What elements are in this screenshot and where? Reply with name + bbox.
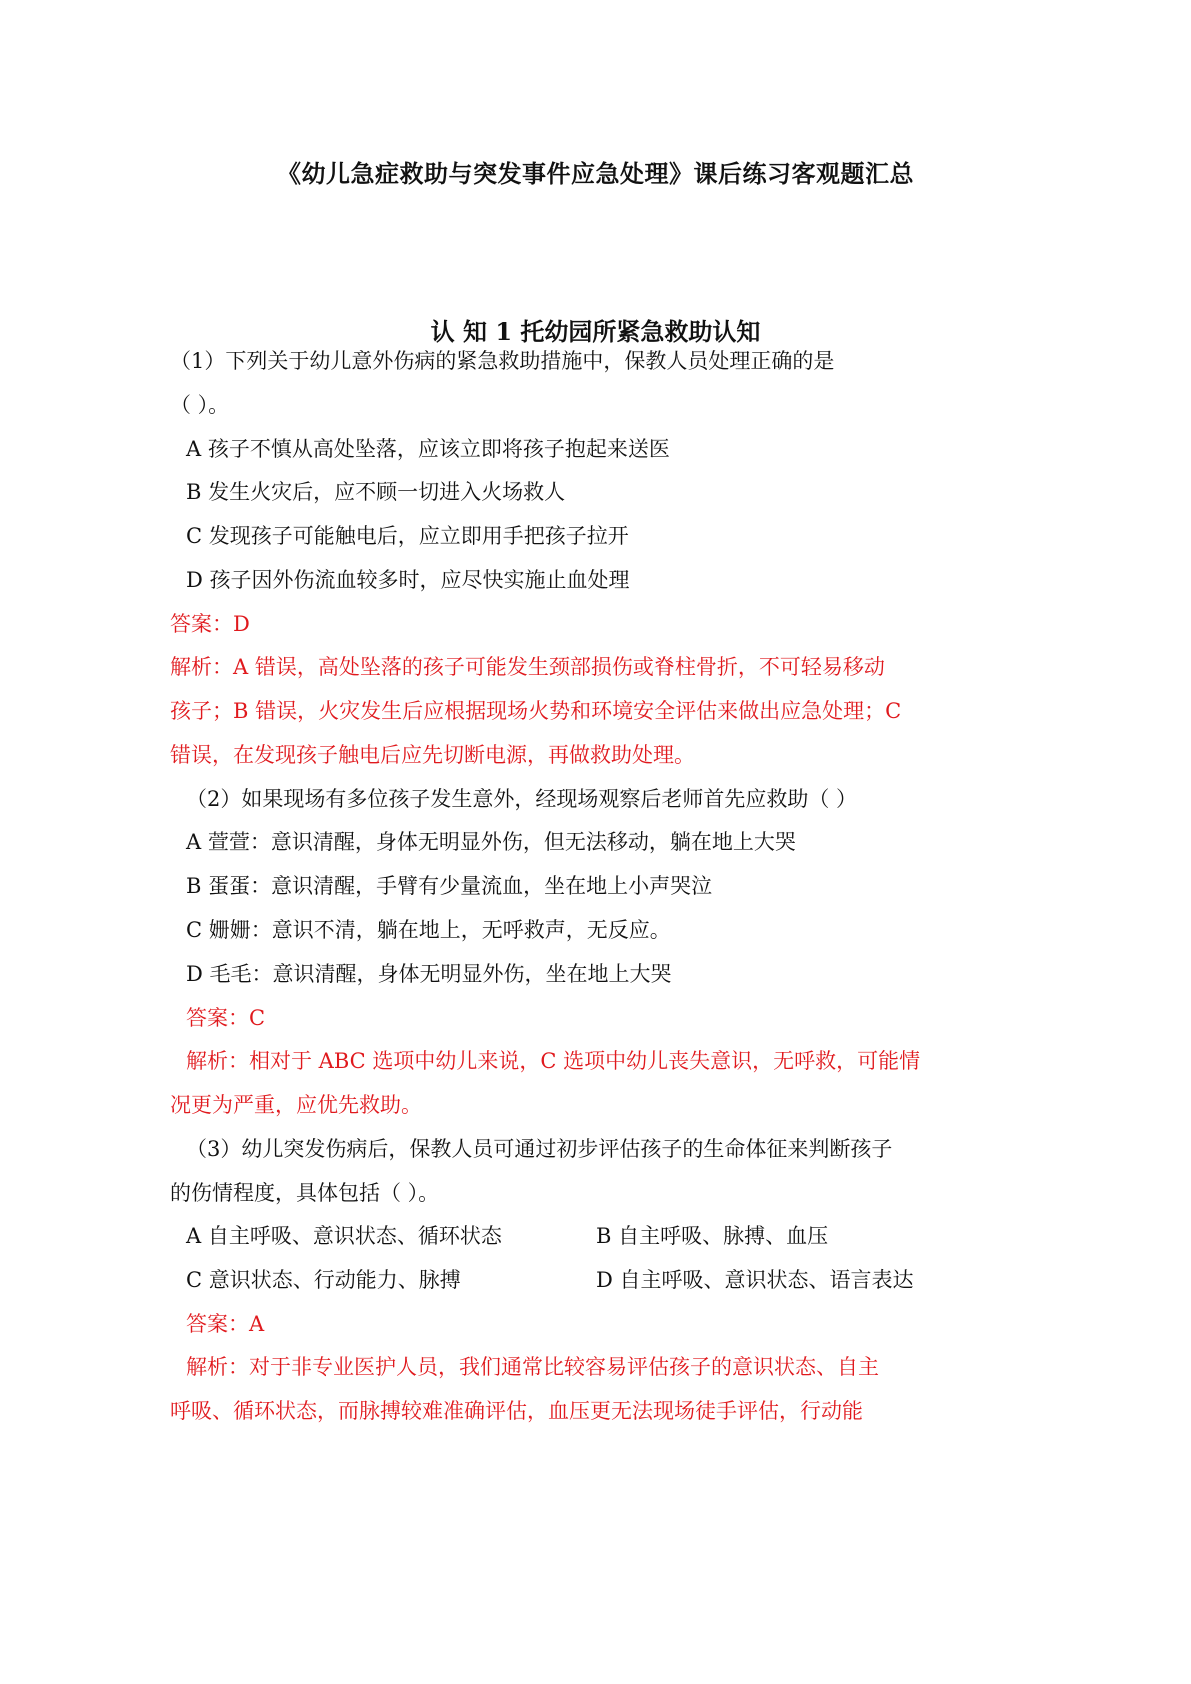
question-2-option-b: B 蛋蛋：意识清醒，手臂有少量流血，坐在地上小声哭泣	[186, 874, 713, 898]
question-1-option-a: A 孩子不慎从高处坠落，应该立即将孩子抱起来送医	[186, 437, 670, 461]
question-2-stem-line-1: （2）如果现场有多位孩子发生意外，经现场观察后老师首先应救助（ ）	[186, 787, 858, 811]
question-3-option-b: B 自主呼吸、脉搏、血压	[596, 1224, 829, 1248]
question-1-option-b: B 发生火灾后，应不顾一切进入火场救人	[186, 480, 566, 504]
question-1-stem-line-1: （1）下列关于幼儿意外伤病的紧急救助措施中，保教人员处理正确的是	[170, 349, 835, 373]
question-3-analysis-line-1: 解析：对于非专业医护人员，我们通常比较容易评估孩子的意识状态、自主	[186, 1355, 879, 1379]
question-3-stem-line-2: 的伤情程度，具体包括（ ）。	[170, 1181, 440, 1205]
question-1-analysis-line-1: 解析：A 错误，高处坠落的孩子可能发生颈部损伤或脊柱骨折，不可轻易移动	[170, 655, 885, 679]
section-heading: 认 知 1 托幼园所紧急救助认知	[430, 317, 761, 346]
question-2-option-c: C 姗姗：意识不清，躺在地上，无呼救声，无反应。	[186, 918, 671, 942]
question-1-stem-line-2: （ ）。	[170, 393, 230, 417]
question-3-analysis-line-2: 呼吸、循环状态，而脉搏较难准确评估，血压更无法现场徒手评估，行动能	[170, 1399, 863, 1423]
question-1-option-d: D 孩子因外伤流血较多时，应尽快实施止血处理	[186, 568, 630, 592]
question-3-answer: 答案：A	[186, 1312, 265, 1336]
question-1-analysis-line-3: 错误，在发现孩子触电后应先切断电源，再做救助处理。	[170, 743, 695, 767]
question-1-analysis-line-2: 孩子；B 错误，火灾发生后应根据现场火势和环境安全评估来做出应急处理；C	[170, 699, 902, 723]
question-3-option-a: A 自主呼吸、意识状态、循环状态	[186, 1224, 502, 1248]
question-2-option-d: D 毛毛：意识清醒，身体无明显外伤，坐在地上大哭	[186, 962, 672, 986]
document-title: 《幼儿急症救助与突发事件应急处理》课后练习客观题汇总	[277, 159, 914, 188]
question-3-stem-line-1: （3）幼儿突发伤病后，保教人员可通过初步评估孩子的生命体征来判断孩子	[186, 1137, 893, 1161]
question-2-option-a: A 萱萱：意识清醒，身体无明显外伤，但无法移动，躺在地上大哭	[186, 830, 796, 854]
question-1-option-c: C 发现孩子可能触电后，应立即用手把孩子拉开	[186, 524, 629, 548]
question-3-option-d: D 自主呼吸、意识状态、语言表达	[596, 1268, 914, 1292]
question-1-answer: 答案：D	[170, 612, 250, 636]
question-3-option-c: C 意识状态、行动能力、脉搏	[186, 1268, 461, 1292]
question-2-analysis-line-2: 况更为严重，应优先救助。	[170, 1093, 422, 1117]
question-2-analysis-line-1: 解析：相对于 ABC 选项中幼儿来说，C 选项中幼儿丧失意识，无呼救，可能情	[186, 1049, 921, 1073]
question-2-answer: 答案：C	[186, 1006, 266, 1030]
